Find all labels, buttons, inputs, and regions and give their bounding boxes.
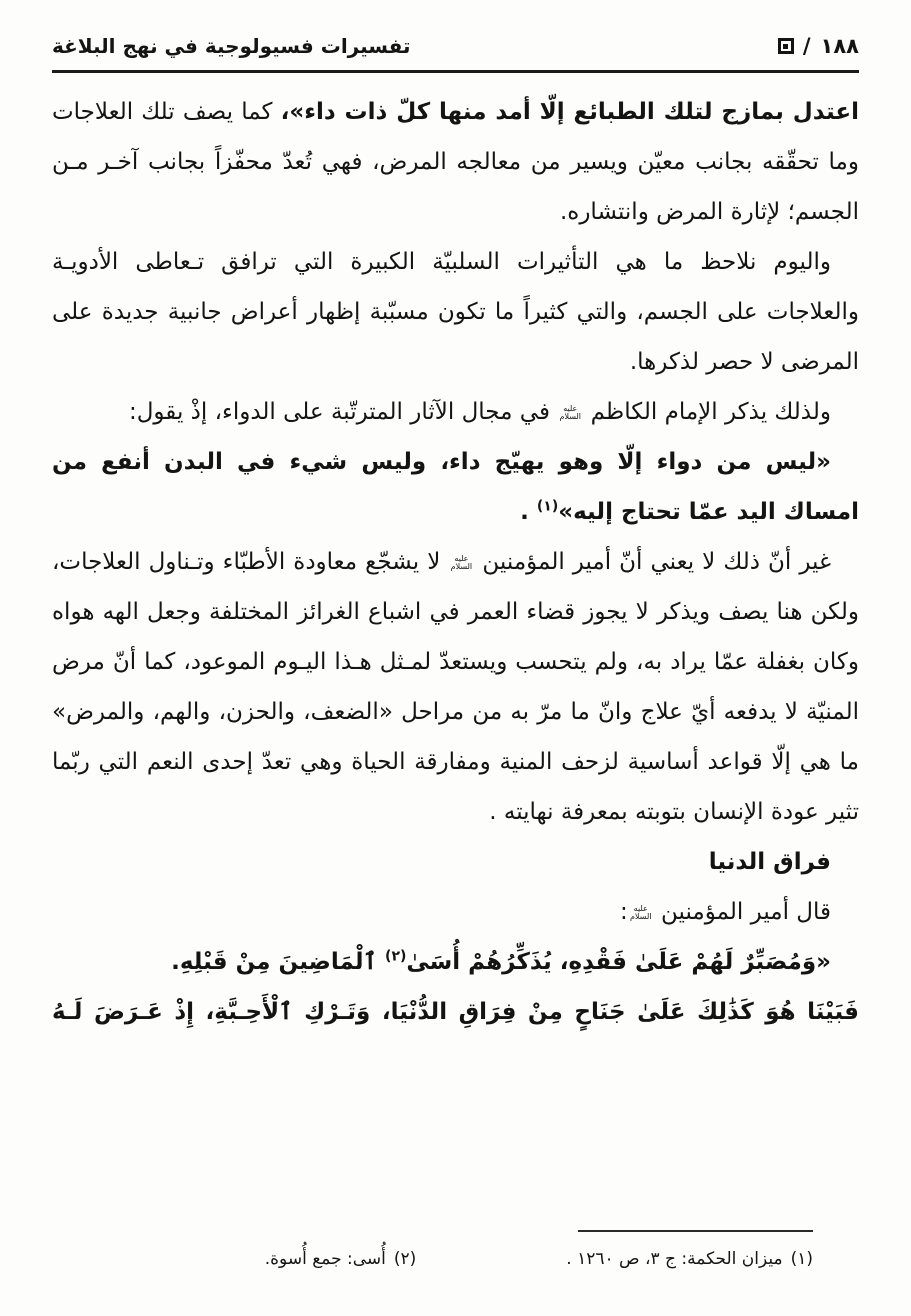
ornament-square-core [783,44,788,49]
section-quote-line-1 [52,937,859,987]
footnote-2-marker: (٢) [393,1249,417,1269]
section-quote-1-rest: ٱلْمَاضِينَ مِنْ قَبْلِهِ. [171,949,386,975]
footnote-area [52,1230,859,1272]
footnote-row [52,1246,859,1272]
paragraph-4-start: غير أنّ ذلك لا يعني أنّ أمير المؤمنين [474,549,831,575]
paragraph-3-intro [52,387,859,437]
paragraph-3-hadith-quote [52,437,859,537]
section-intro-colon: : [619,899,628,925]
honorific-alayhi-salam: عليه السلام [559,403,582,421]
paragraph-2: واليوم نلاحظ ما هي التأثيرات السلبيّة الكبيرة التي ترافق تـعاطى الأدويـة والعلاجات على الجسم، والتي كثيراً ما تكون مسبّبة إظهار أعراض جانبية جديدة على المرضى لا حصر لذكرها. [52,249,859,375]
footnote-separator-rule [578,1230,813,1232]
paragraph-1 [52,87,859,237]
paragraph-1-rest: كما يصف تلك العلاجات وما تحقّقه بجانب معيّن ويسير من معالجه المرض، فهي تُعدّ محفّزاً بجانب آخـر مـن الجسم؛ لإثارة المرض وانتشاره. [52,99,859,225]
hadith-quote-end: . [520,499,537,525]
page-number: ١٨٨ [820,34,859,58]
section-heading: فراق الدنيا [708,849,831,875]
footnote-2 [265,1246,417,1272]
honorific-alayhi-salam: عليه السلام [629,903,652,921]
footnote-1-marker: (١) [790,1249,813,1269]
paragraph-1-quote: اعتدل بمازج لتلك الطبائع إلّا أمد منها كلّ ذات داء»، [280,99,859,125]
book-title: تفسيرات فسيولوجية في نهج البلاغة [52,34,411,58]
paragraph-4 [52,537,859,837]
footnote-ref-1: (١) [536,498,559,515]
paragraph-3-intro-text: ولذلك يذكر الإمام الكاظم [583,399,831,425]
paragraph-4-rest: لا يشجّع معاودة الأطبّاء وتـناول العلاجات، ولكن هنا يصف ويذكر لا يجوز قضاء العمر في اشباع الغرائز المختلفة وجعل الهه هواه وكان بغفلة عمّا يراد به، ولم يتحسب ويستعدّ لمـثل هـذا اليـوم الموعود، كما أنّ مرض المنيّة لا يدفعه أيّ علاج وانّ ما مرّ به من مراحل «الضعف، والحزن، والهم، والمرض» ما هي إلّا قواعد أساسية لزحف المنية ومفارقة الحياة وهي تعدّ إحدى النعم التي ربّما تثير عودة الإنسان بتوبته بمعرفة نهايته . [52,549,859,825]
section-intro-text: قال أمير المؤمنين [653,899,831,925]
footnote-1 [566,1246,813,1272]
page-body [52,87,859,1037]
section-quote-1-text: «وَمُصَبِّرٌ لَهُمْ عَلَىٰ فَقْدِهِ، يُذَكِّرُهُمْ أُسَىٰ [406,949,831,975]
hadith-quote-text: «ليس من دواء إلّا وهو يهيّج داء، وليس شيء في البدن أنفع من امساك اليد عمّا تحتاج إليه» [52,449,859,525]
page-header [52,34,859,73]
honorific-alayhi-salam: عليه السلام [450,553,473,571]
page-number-separator: / [802,34,812,58]
section-intro [52,887,859,937]
footnote-1-text: ميزان الحكمة: ج ٣، ص ١٢٦٠ . [566,1249,783,1269]
section-quote-line-2: فَبَيْنَا هُوَ كَذَٰلِكَ عَلَىٰ جَنَاحٍ مِنْ فِرَاقِ الدُّنْيَا، وَتَـرْكِ ٱلْأَحِـبَّةِ، إِذْ عَـرَضَ لَـهُ [52,999,859,1025]
footnote-ref-2: (٢) [385,948,407,965]
page-number-group [778,34,859,58]
footnote-2-text: أُسى: جمع أُسوة. [264,1249,386,1269]
ornament-square-icon [778,38,794,54]
paragraph-3-intro-rest: في مجال الآثار المترتّبة على الدواء، إذْ يقول: [128,399,558,425]
